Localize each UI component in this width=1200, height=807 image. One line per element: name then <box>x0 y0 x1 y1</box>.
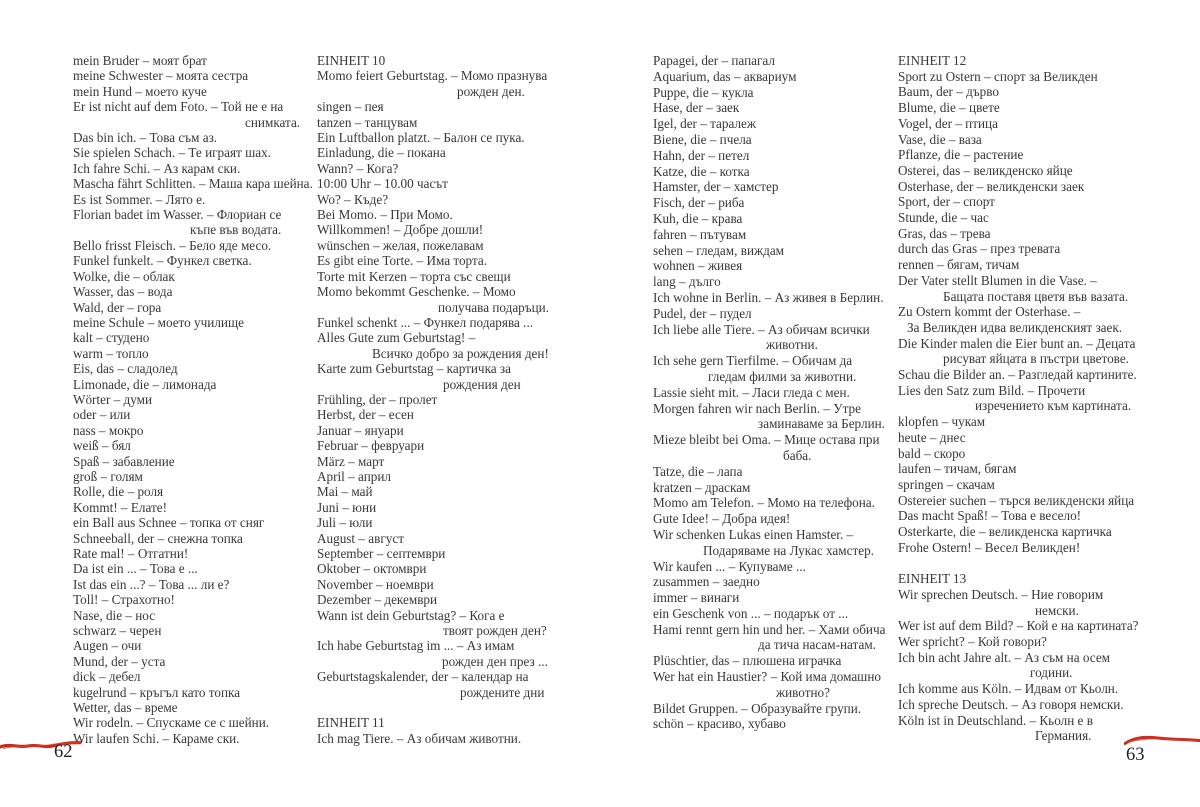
vocab-line: Wetter, das – време <box>73 700 178 716</box>
vocab-line: 10:00 Uhr – 10.00 часът <box>317 176 448 192</box>
vocab-line: Ich komme aus Köln. – Идвам от Кьолн. <box>898 681 1119 697</box>
vocab-line: Wir laufen Schi. – Караме ски. <box>73 730 240 746</box>
vocab-line: Подаряваме на Лукас хамстер. <box>703 542 874 558</box>
vocab-line: Ich mag Tiere. – Аз обичам животни. <box>317 730 522 746</box>
vocab-line: Wasser, das – вода <box>73 284 173 300</box>
vocab-line: kalt – студено <box>73 330 150 346</box>
vocab-line: schwarz – черен <box>73 623 162 639</box>
vocab-line: Papagei, der – папагал <box>653 53 775 68</box>
vocab-line: Florian badet im Wasser. – Флориан се <box>73 207 282 223</box>
vocab-line: Ich sehe gern Tierfilme. – Обичам да <box>653 353 853 369</box>
vocab-line: Hase, der – заек <box>653 100 740 116</box>
vocab-line: Er ist nicht auf dem Foto. – Той не е на <box>73 99 284 115</box>
vocab-line: Rolle, die – роля <box>73 484 164 500</box>
vocab-line: Frohe Ostern! – Весел Великден! <box>898 539 1081 555</box>
vocab-line: Wörter – думи <box>73 391 153 407</box>
vocab-line: Osterkarte, die – великденска картичка <box>898 524 1112 540</box>
vocab-line: да тича насам-натам. <box>758 637 876 653</box>
vocab-line: рождените дни <box>460 684 545 700</box>
vocab-line: Aquarium, das – аквариум <box>653 68 797 84</box>
vocab-line: Ich liebe alle Tiere. – Аз обичам всички <box>653 321 870 337</box>
vocab-line: Karte zum Geburtstag – картичка за <box>317 361 511 377</box>
vocab-line: Kommt! – Елате! <box>73 499 168 515</box>
vocab-line: Es ist Sommer. – Лято е. <box>73 191 206 207</box>
vocab-line: springen – скачам <box>898 476 995 492</box>
vocab-line: wohnen – живея <box>653 258 743 274</box>
vocab-line: oder – или <box>73 407 131 423</box>
vocab-line: баба. <box>783 447 812 463</box>
vocab-line: September – септември <box>317 546 446 561</box>
vocab-line: немски. <box>1035 602 1079 618</box>
vocab-line: Pflanze, die – растение <box>898 147 1024 163</box>
vocab-line: Rate mal! – Отгатни! <box>73 546 189 561</box>
vocab-line: Mund, der – уста <box>73 653 166 669</box>
vocab-line: Wald, der – гора <box>73 299 162 315</box>
vocab-line: Bei Momo. – При Момо. <box>317 207 453 223</box>
vocab-line: рожден ден през ... <box>442 653 548 669</box>
vocab-line: Hamster, der – хамстер <box>653 179 779 195</box>
unit-heading: EINHEIT 11 <box>317 715 385 731</box>
vocab-line: животно? <box>776 684 830 700</box>
vocab-line: Wer hat ein Haustier? – Кой има домашно <box>653 669 881 685</box>
vocab-line: meine Schwester – моята сестра <box>73 68 249 84</box>
vocab-line: Zu Ostern kommt der Osterhase. – <box>898 304 1081 320</box>
vocab-line: Limonade, die – лимонада <box>73 376 217 392</box>
vocab-line: mein Hund – моето куче <box>73 83 207 99</box>
vocab-line: Бащата поставя цветя във вазата. <box>943 288 1129 304</box>
vocab-line: August – август <box>317 530 404 546</box>
vocab-line: Wann? – Кога? <box>317 160 399 176</box>
vocab-line: Kuh, die – крава <box>653 210 743 226</box>
vocab-line: снимката. <box>245 114 301 130</box>
vocab-line: Spaß – забавление <box>73 453 175 469</box>
vocab-line: Puppe, die – кукла <box>653 84 754 100</box>
vocab-line: Geburtstagskalender, der – календар на <box>317 669 529 685</box>
vocab-line: Juli – юли <box>317 515 373 531</box>
vocab-line: Es gibt eine Torte. – Има торта. <box>317 253 488 269</box>
vocab-line: Morgen fahren wir nach Berlin. – Утре <box>653 400 862 416</box>
vocab-line: Baum, der – дърво <box>898 84 999 100</box>
vocab-line: immer – винаги <box>653 590 740 606</box>
vocab-line: гледам филми за животни. <box>708 368 857 384</box>
vocab-line: рисуват яйцата в пъстри цветове. <box>943 351 1129 367</box>
vocab-line: Frühling, der – пролет <box>317 391 438 407</box>
vocab-line: животни. <box>766 337 818 353</box>
vocab-line: warm – топло <box>73 345 149 361</box>
vocab-line: Ich habe Geburtstag im ... – Аз имам <box>317 638 515 654</box>
unit-heading: EINHEIT 12 <box>898 53 967 68</box>
vocab-line: Ich bin acht Jahre alt. – Аз съм на осем <box>898 649 1111 665</box>
vocab-line: kugelrund – кръгъл като топка <box>73 684 241 700</box>
vocab-line: Oktober – октомври <box>317 561 427 577</box>
vocab-column-2 <box>317 53 549 746</box>
vocab-line: Plüschtier, das – плюшена играчка <box>653 653 842 669</box>
vocab-line: Всичко добро за рождения ден! <box>372 345 549 361</box>
vocab-column-4 <box>898 53 1139 744</box>
vocab-line: Funkel schenkt ... – Функел подарява ... <box>317 314 534 330</box>
vocab-line: Sport, der – спорт <box>898 194 995 210</box>
vocab-line: рождения ден <box>443 376 521 392</box>
vocab-line: kratzen – драскам <box>653 479 751 495</box>
vocab-column-3 <box>653 53 885 732</box>
vocab-line: Wir kaufen ... – Купуваме ... <box>653 558 806 574</box>
vocab-line: получава подаръци. <box>438 299 549 315</box>
vocab-line: Sport zu Ostern – спорт за Великден <box>898 68 1098 84</box>
vocab-line: къпе във водата. <box>190 222 282 238</box>
vocab-line: Pudel, der – пудел <box>653 305 752 321</box>
vocab-line: dick – дебел <box>73 669 141 685</box>
vocab-line: groß – голям <box>73 468 143 484</box>
vocab-line: Juni – юни <box>317 499 377 515</box>
vocab-line: Das bin ich. – Това съм аз. <box>73 130 218 146</box>
vocab-line: Funkel funkelt. – Функел светка. <box>73 253 252 269</box>
vocab-line: Wo? – Къде? <box>317 191 389 207</box>
blank-line <box>898 556 1139 572</box>
vocab-line: fahren – пътувам <box>653 226 747 242</box>
vocab-line: изречението към картината. <box>975 398 1132 414</box>
vocab-line: sehen – гледам, виждам <box>653 242 785 258</box>
vocab-line: Momo feiert Geburtstag. – Момо празнува <box>317 68 548 84</box>
vocab-line: Sie spielen Schach. – Те играят шах. <box>73 145 272 161</box>
vocab-line: Schneeball, der – снежна топка <box>73 530 243 546</box>
vocab-line: Vase, die – ваза <box>898 131 982 147</box>
vocab-line: klopfen – чукам <box>898 414 986 430</box>
vocab-column-1 <box>73 53 313 746</box>
vocab-line: Wir schenken Lukas einen Hamster. – <box>653 526 854 542</box>
vocab-line: November – ноември <box>317 576 434 592</box>
page-number-right: 63 <box>1126 745 1145 765</box>
vocab-line: Stunde, die – час <box>898 210 989 226</box>
vocab-line: meine Schule – моето училище <box>73 314 244 330</box>
vocab-line: Lies den Satz zum Bild. – Прочети <box>898 382 1086 398</box>
vocab-line: Mieze bleibt bei Oma. – Мице остава при <box>653 432 880 448</box>
blank-line <box>317 700 549 715</box>
vocab-line: Bildet Gruppen. – Образувайте групи. <box>653 700 862 716</box>
vocab-line: Ostereier suchen – търся великденски яйца <box>898 492 1135 508</box>
vocab-line: Schau die Bilder an. – Разгледай картините. <box>898 367 1137 383</box>
vocab-line: Osterei, das – великденско яйце <box>898 162 1073 178</box>
vocab-line: ein Geschenk von ... – подарък от ... <box>653 605 849 621</box>
vocab-line: Wir sprechen Deutsch. – Ние говорим <box>898 586 1104 602</box>
unit-heading: EINHEIT 10 <box>317 53 386 68</box>
page-number-left: 62 <box>54 742 73 762</box>
vocab-line: Toll! – Страхотно! <box>73 592 175 608</box>
vocab-line: Alles Gute zum Geburtstag! – <box>317 330 476 346</box>
vocab-line: lang – дълго <box>653 274 721 290</box>
vocab-line: заминаваме за Берлин. <box>758 416 885 432</box>
vocab-line: години. <box>1030 665 1073 681</box>
vocab-line: schön – красиво, хубаво <box>653 716 786 732</box>
vocab-line: Fisch, der – риба <box>653 195 745 211</box>
vocab-line: singen – пея <box>317 99 384 115</box>
vocab-line: Ich fahre Schi. – Аз карам ски. <box>73 160 241 176</box>
vocab-line: Gras, das – трева <box>898 225 991 241</box>
vocab-line: April – април <box>317 468 391 484</box>
vocab-line: nass – мокро <box>73 422 144 438</box>
vocab-line: Eis, das – сладолед <box>73 361 178 377</box>
unit-heading: EINHEIT 13 <box>898 571 967 587</box>
vocab-line: weiß – бял <box>73 438 131 454</box>
vocab-line: zusammen – заедно <box>653 574 760 590</box>
vocab-line: Ist das ein ...? – Това ... ли е? <box>73 576 230 592</box>
vocab-line: Mai – май <box>317 484 373 500</box>
vocab-line: Bello frisst Fleisch. – Бело яде месо. <box>73 237 272 253</box>
vocab-line: heute – днес <box>898 429 966 445</box>
vocab-line: Vogel, der – птица <box>898 115 998 131</box>
vocab-line: rennen – бягам, тичам <box>898 257 1020 273</box>
vocab-line: Ich spreche Deutsch. – Аз говоря немски. <box>898 696 1124 712</box>
vocab-line: рожден ден. <box>457 83 525 99</box>
vocab-line: Германия. <box>1035 728 1092 744</box>
vocab-line: Wolke, die – облак <box>73 268 175 284</box>
vocab-line: mein Bruder – моят брат <box>73 53 207 68</box>
vocab-line: Nase, die – нос <box>73 607 156 623</box>
vocab-line: Herbst, der – есен <box>317 407 414 423</box>
vocab-line: Dezember – декември <box>317 592 438 608</box>
vocab-line: Wer ist auf dem Bild? – Кой е на картината? <box>898 618 1139 634</box>
vocab-line: Hahn, der – петел <box>653 147 750 163</box>
vocab-line: Wir rodeln. – Спускаме се с шейни. <box>73 715 270 731</box>
vocab-line: ein Ball aus Schnee – топка от сняг <box>73 515 265 531</box>
vocab-line: tanzen – танцувам <box>317 114 418 130</box>
vocab-line: Gute Idee! – Добра идея! <box>653 511 791 527</box>
vocab-line: Blume, die – цвете <box>898 100 1000 116</box>
vocab-line: Februar – февруари <box>317 438 425 454</box>
vocab-line: Das macht Spaß! – Това е весело! <box>898 508 1082 524</box>
vocab-line: твоят рожден ден? <box>443 623 547 639</box>
vocab-line: Momo am Telefon. – Момо на телефона. <box>653 495 875 511</box>
vocab-line: Biene, die – пчела <box>653 131 752 147</box>
vocab-line: Ein Luftballon platzt. – Балон се пука. <box>317 130 525 146</box>
vocab-line: Da ist ein ... – Това е ... <box>73 561 198 577</box>
vocab-line: durch das Gras – през тревата <box>898 241 1061 257</box>
vocab-line: За Великден идва великденският заек. <box>907 319 1123 335</box>
vocab-line: Die Kinder malen die Eier bunt an. – Децата <box>898 335 1136 351</box>
vocab-line: laufen – тичам, бягам <box>898 461 1017 477</box>
vocab-line: Lassie sieht mit. – Ласи гледа с мен. <box>653 384 850 400</box>
vocab-line: Hami rennt gern hin und her. – Хами обича <box>653 621 886 637</box>
vocab-line: bald – скоро <box>898 445 966 461</box>
vocab-line: Igel, der – таралеж <box>653 116 757 132</box>
vocab-line: Wer spricht? – Кой говори? <box>898 634 1047 650</box>
vocab-line: Momo bekommt Geschenke. – Момо <box>317 284 516 300</box>
vocab-line: Willkommen! – Добре дошли! <box>317 222 484 238</box>
vocab-line: Januar – януари <box>317 422 404 438</box>
vocab-line: Tatze, die – лапа <box>653 463 743 479</box>
vocab-line: Augen – очи <box>73 638 142 654</box>
vocab-line: Köln ist in Deutschland. – Кьолн е в <box>898 712 1093 728</box>
vocab-line: Mascha fährt Schlitten. – Маша кара шейна. <box>73 176 313 192</box>
vocab-line: Einladung, die – покана <box>317 145 446 161</box>
vocab-line: wünschen – желая, пожелавам <box>317 237 484 253</box>
vocab-line: März – март <box>317 453 385 469</box>
vocab-line: Torte mit Kerzen – торта със свещи <box>317 268 511 284</box>
vocab-line: Katze, die – котка <box>653 163 750 179</box>
vocab-line: Osterhase, der – великденски заек <box>898 178 1085 194</box>
vocab-line: Der Vater stellt Blumen in die Vase. – <box>898 272 1097 288</box>
vocab-line: Wann ist dein Geburtstag? – Кога е <box>317 607 505 623</box>
vocab-line: Ich wohne in Berlin. – Аз живея в Берлин. <box>653 289 884 305</box>
